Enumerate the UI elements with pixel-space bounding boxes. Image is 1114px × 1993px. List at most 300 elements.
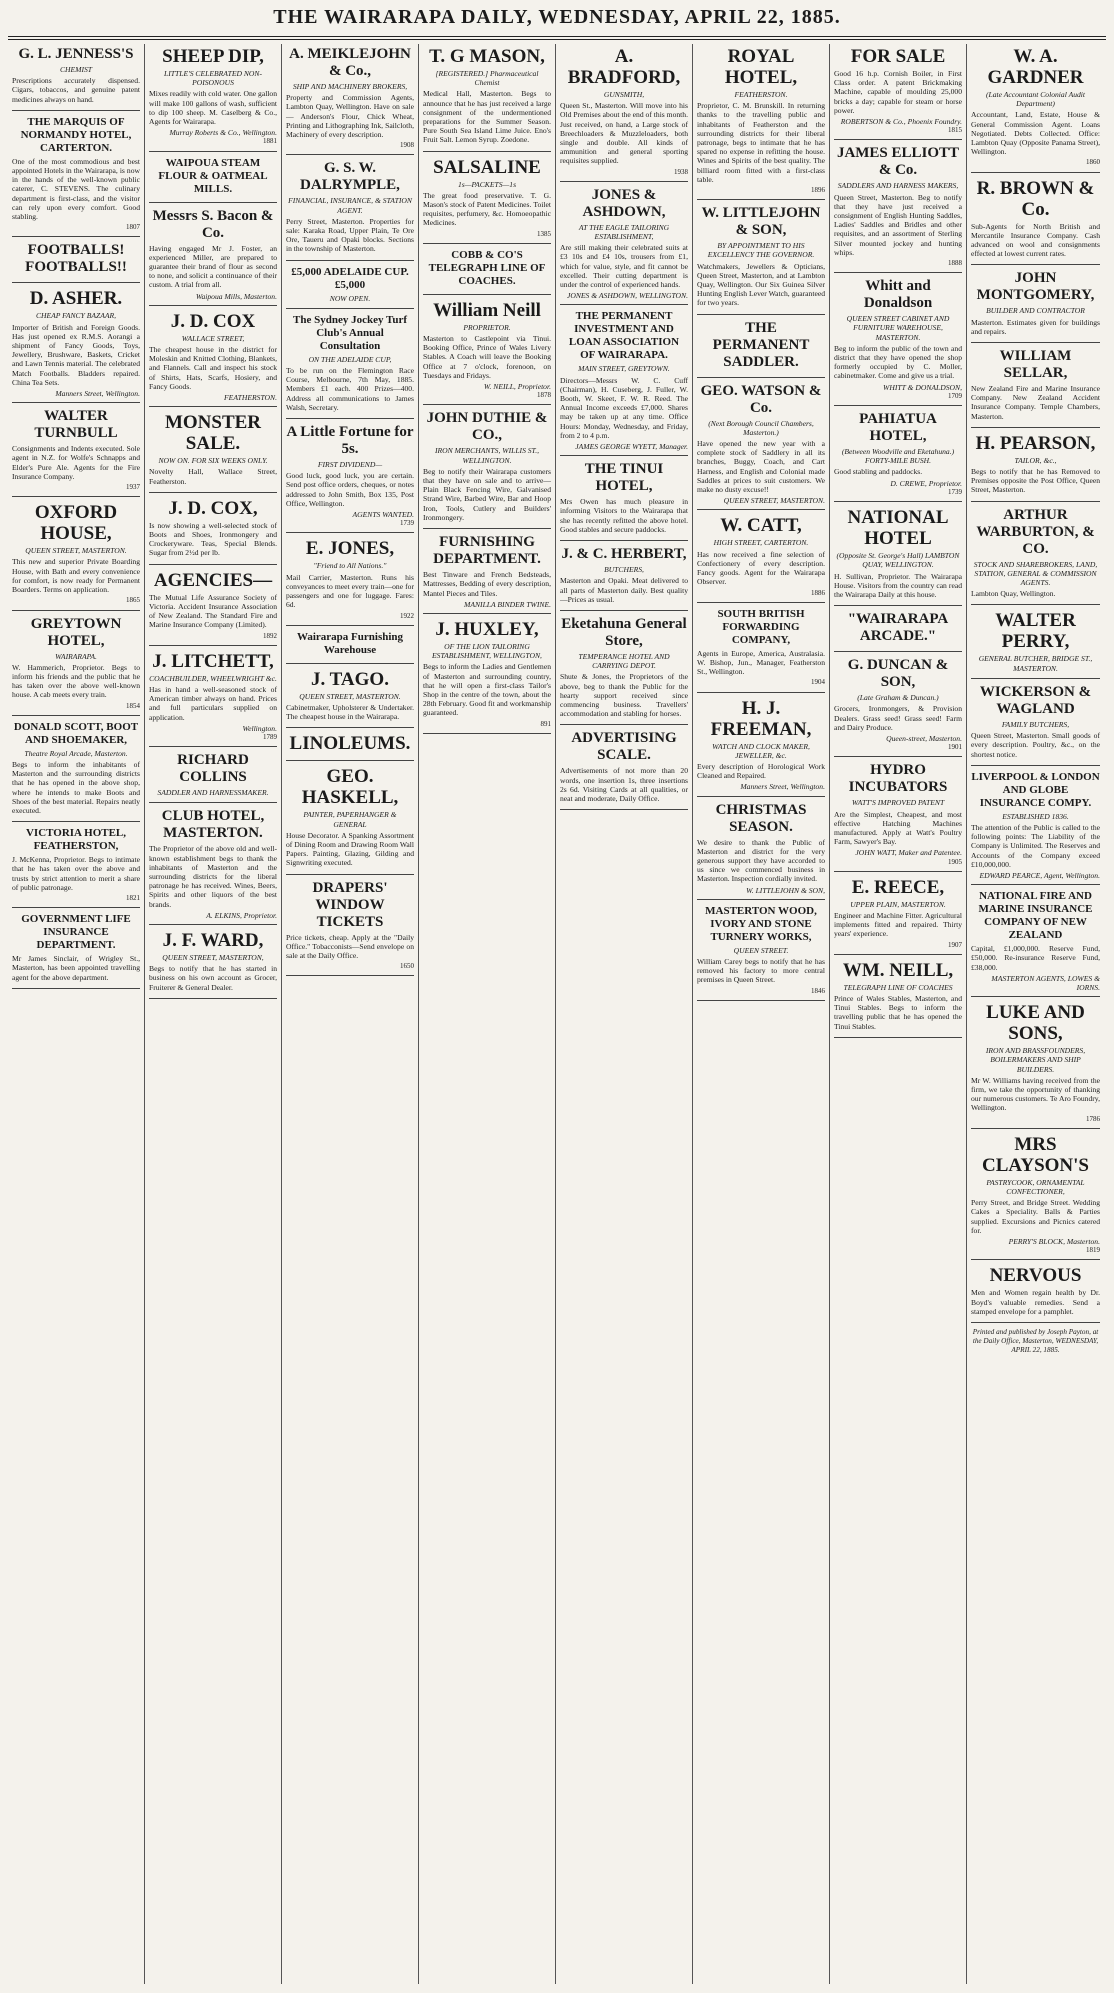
ad-body: The cheapest house in the district for Moleskin and Knitted Clothing, Blankets, and Flannels. Call and inspect his stock of Shirts, Hats, Scarfs, Hosiery, and Fancy Goods. (149, 345, 277, 391)
ad-body: Queen St., Masterton. Will move into his Old Premises about the end of this month. Just received, on hand, a Large stock of Breechloaders & Muzzleloaders, both single and double. All kinds of ammunition and general sporting requisites supplied. (560, 101, 688, 166)
ad-subheading: PAINTER, PAPERHANGER & GENERAL (303, 810, 397, 829)
ad-heading: Eketahuna General Store, (561, 615, 687, 649)
ad-heading: R. BROWN & Co. (976, 177, 1095, 220)
ad-heading: J. TAGO. (311, 668, 389, 690)
advertisement (12, 46, 140, 111)
ad-heading: HYDRO INCUBATORS (848, 762, 948, 796)
ad-subheading: ESTABLISHED 1836. (1002, 811, 1069, 821)
advertisement (971, 1265, 1100, 1323)
ad-subheading: SADDLERS AND HARNESS MAKERS, (837, 181, 959, 191)
ad-heading: WAIPOUA STEAM FLOUR & OATMEAL MILLS. (158, 156, 268, 195)
ad-number: 1878 (537, 391, 551, 400)
ad-heading: THE TINUI HOTEL, (584, 461, 664, 495)
ad-body: Advertisements of not more than 20 words, one insertion 1s, three insertions 2s 6d. Visiting Cards at all qualities, or neat and moderate, Daily Office. (560, 766, 688, 803)
ad-body: Lambton Quay, Wellington. (971, 589, 1056, 599)
advertisement (834, 762, 962, 871)
ad-subheading: QUEEN STREET, MASTERTON. (299, 691, 401, 701)
column-5 (556, 44, 693, 1984)
ad-body: Property and Commission Agents, Lambton Quay, Wellington. Have on sale— Anderson's Flour, Chick Wheat, Printing and Lithographing Ink, Sailcloth, Machinery of every description. (286, 93, 414, 140)
ad-number: 1385 (537, 229, 551, 238)
ad-number: 1908 (400, 141, 414, 150)
ad-signature: Manners Street, Wellington. (740, 782, 825, 792)
ad-body: William Carey begs to notify that he has removed his factory to more central premises in Queen Street. (697, 956, 825, 985)
advertisement (971, 178, 1100, 266)
ad-number: 1854 (126, 701, 140, 710)
ad-heading: Wairarapa Furnishing Warehouse (296, 630, 404, 656)
ad-body: The attention of the Public is called to the following points: The Liability of the Company is Unlimited. The Reserves and Accounts of the Company exceed £10,000,000. (971, 822, 1100, 869)
advertisement (149, 311, 277, 407)
ad-subheading: OF THE LION TAILORING ESTABLISHMENT, WELLINGTON, (432, 641, 542, 661)
ad-body: Men and Women regain health by Dr. Boyd's valuable remedies. Send a stamped envelope for a pamphlet. (971, 1288, 1100, 1316)
ad-subheading: SHIP AND MACHINERY BROKERS, (292, 82, 408, 91)
ad-heading: Messrs S. Bacon & Co. (152, 207, 274, 241)
advertisement (971, 1134, 1100, 1261)
advertisement (149, 570, 277, 646)
ad-heading: MRS CLAYSON'S (981, 1133, 1089, 1176)
ad-heading: G. L. JENNESS'S (18, 46, 134, 62)
advertisement (560, 730, 688, 810)
advertisement (697, 205, 825, 314)
ad-number: 1892 (263, 631, 277, 640)
ad-heading: DONALD SCOTT, BOOT AND SHOEMAKER, (13, 720, 139, 746)
ad-body: Mrs Owen has much pleasure in informing Visitors to the Wairarapa that she has recently refitted the above hotel. Good stables and secure paddocks. (560, 497, 688, 534)
advertisement (560, 546, 688, 611)
ad-heading: W. A. GARDNER (987, 46, 1084, 88)
ad-body: This new and superior Private Boarding House, with Bath and every convenience for comfort, is now ready for Permanent Boarders. Terms on application. (12, 557, 140, 595)
ad-number: 1881 (263, 137, 277, 146)
ad-heading: W. CATT, (720, 515, 802, 537)
advertisement (12, 242, 140, 283)
ad-number: 1905 (948, 857, 962, 866)
advertisement (697, 515, 825, 602)
ad-heading: JOHN DUTHIE & CO., (426, 410, 548, 444)
ad-heading: WM. NEILL, (842, 959, 954, 981)
ad-subheading: QUEEN STREET CABINET AND FURNITURE WAREHOUSE, MASTERTON. (846, 314, 950, 342)
ad-heading: SOUTH BRITISH FORWARDING COMPANY, (717, 607, 805, 646)
ad-subheading: (Opposite St. George's Hall) LAMBTON QUAY, WELLINGTON. (836, 551, 960, 570)
column-4 (419, 44, 556, 1984)
ad-number: 1904 (811, 678, 825, 687)
ad-heading: NERVOUS (989, 1265, 1082, 1287)
ad-subheading: CHEMIST (59, 65, 93, 74)
ad-body: One of the most commodious and best appointed Hotels in the Wairarapa, is now in the hands of the well-known public caterer, C. STEVENS. The culinary department is first-class, and the visitor can rely upon every comfort. Good stabling. (12, 156, 140, 222)
ad-heading: ROYAL HOTEL, (724, 46, 798, 88)
ad-subheading: FEATHERSTON. (734, 90, 788, 99)
ad-body: Accountant, Land, Estate, House & General Commission Agent. Loans Negotiated. Debts Collected. Office: Lambton Quay (Opposite Panama Street), Wellington. (971, 110, 1100, 157)
ad-signature: W. LITTLEJOHN & SON, (746, 885, 825, 895)
advertisement (423, 157, 551, 244)
ad-subheading: FIRST DIVIDEND— (317, 460, 383, 470)
advertisement (971, 890, 1100, 997)
ad-subheading: QUEEN STREET. (733, 945, 789, 955)
advertisement (12, 408, 140, 497)
ad-heading: H. PEARSON, (975, 432, 1096, 454)
advertisement (149, 498, 277, 565)
ad-body: Agents in Europe, America, Australasia. W. Bishop, Jun., Manager, Featherston St., Wellington. (697, 648, 825, 677)
ad-body: Sub-Agents for North British and Mercantile Insurance Company. Cash advanced on wool and consignments effected at lowest current rates. (971, 221, 1100, 259)
advertisement (149, 808, 277, 925)
ad-number: 1819 (1086, 1246, 1100, 1255)
ad-signature: W. NEILL, Proprietor. (483, 382, 551, 392)
ad-heading: A. BRADFORD, (567, 46, 681, 88)
masthead-title: THE WAIRARAPA DAILY, WEDNESDAY, APRIL 22, 1885. (273, 6, 841, 28)
ad-heading: THE PERMANENT SADDLER. (712, 319, 810, 370)
ad-subheading: IRON AND BRASSFOUNDERS, BOILERMAKERS AND SHIP BUILDERS. (985, 1046, 1086, 1074)
ad-body: House Decorator. A Spanking Assortment of Dining Room and Drawing Room Wall Papers. Painting, Glazing, Gilding and Signwriting executed. (286, 830, 414, 868)
column-6 (693, 44, 830, 1984)
advertisement (834, 960, 962, 1038)
ad-body: W. Hammerich, Proprietor. Begs to inform his friends and the public that he has taken over the above well-known house. A cab meets every train. (12, 662, 140, 700)
ad-heading: JONES & ASHDOWN, (582, 186, 666, 220)
ad-number: 1789 (263, 732, 277, 741)
advertisement (286, 880, 414, 977)
ad-body: Good 16 h.p. Cornish Boiler, in First Class order. A patent Brickmaking Machine, capable of moulding 25,000 bricks a day; capable for steam or horse power. (834, 69, 962, 115)
ad-heading: "WAIRARAPA ARCADE." (847, 611, 949, 645)
column-2 (145, 44, 282, 1984)
ad-heading: E. JONES, (305, 538, 395, 560)
advertisement (560, 461, 688, 541)
ad-signature: D. CREWE, Proprietor. (890, 478, 962, 488)
ad-body: Having engaged Mr J. Foster, an experienced Miller, are prepared to guarantee their brand of flour as second to none, and solicit a continuance of their custom. A trial from all. (149, 243, 277, 290)
ad-heading: GEO. HASKELL, (301, 766, 399, 809)
ad-signature: PERRY'S BLOCK, Masterton. (1008, 1236, 1100, 1246)
ad-body: Queen Street, Masterton. Beg to notify that they have just received a consignment of English Hunting Saddles, Ladies' Saddles and Bridles and other requisites, and an assortment of Sterling Silver mounted jockey and hunting whips. (834, 192, 962, 257)
ad-body: Begs to inform the inhabitants of Masterton and the surrounding districts that he has opened in the above shop, where he intends to make Boots and Shoes of the best material. Repairs neatly executed. (12, 759, 140, 815)
advertisement (423, 300, 551, 406)
ad-heading: W. LITTLEJOHN & SON, (701, 205, 821, 239)
ad-number: 1846 (811, 986, 825, 995)
ad-body: Best Tinware and French Bedsteads, Mattresses, Bedding of every description, Mantel Pieces and Tiles. (423, 570, 551, 598)
ad-subheading: UPPER PLAIN, MASTERTON. (850, 899, 946, 909)
ad-body: Queen Street, Masterton. Small goods of every description. Poultry, &c., on the shortest notice. (971, 731, 1100, 759)
ad-heading: THE PERMANENT INVESTMENT AND LOAN ASSOCIATION OF WAIRARAPA. (568, 310, 680, 362)
ad-heading: The Sydney Jockey Turf Club's Annual Consultation (293, 313, 407, 352)
ad-heading: WALTER PERRY, (995, 610, 1076, 653)
ad-subheading: (Late Graham & Duncan.) (857, 693, 939, 703)
ad-subheading: WAIRARAPA. (55, 651, 97, 661)
ad-body: The great food preservative. T. G. Mason's stock of Patent Medicines. Toilet requisites, perfumery, &c. Homoeopathic Medicines. (423, 190, 551, 228)
column-1 (8, 44, 145, 1984)
ad-body: Have opened the new year with a complete stock of Saddlery in all its branches, Buggy, Coach, and Cart Harness, and English and Colonial made Saddles at prices to suit customers. We make no dusty excuse!! (697, 439, 825, 495)
ad-heading: T. G MASON, (429, 46, 545, 67)
ad-signature: JONES & ASHDOWN, WELLINGTON. (566, 291, 688, 301)
ad-body: Perry Street, Masterton. Properties for sale: Karaka Road, Upper Plain, Te Ore Ore, Taueru and Opaki blocks. Sections in the township of Masterton. (286, 216, 414, 254)
advertisement (834, 657, 962, 757)
ad-heading: GOVERNMENT LIFE INSURANCE DEPARTMENT. (21, 913, 131, 952)
ad-heading: FOR SALE (850, 46, 946, 67)
ad-heading: G. S. W. DALRYMPLE, (300, 160, 400, 194)
ad-subheading: TELEGRAPH LINE OF COACHES (843, 982, 953, 992)
ad-heading: SALSALINE (433, 156, 541, 178)
ad-body: Consignments and Indents executed. Sole agent in N.Z. for Wolfe's Schnapps and Elder's Pure Ale. Agents for the Fire Insurance Company. (12, 444, 140, 481)
advertisement (12, 288, 140, 403)
ad-number: 1937 (126, 483, 140, 492)
ad-body: Beg to notify their Wairarapa customers that they have on sale and to arrive— Plain Black Fencing Wire, Galvanised Strand Wire, Barbed Wire, Bar and Hoop Iron, Tools, Cutlery and Builders' Ironmongery. (423, 466, 551, 522)
ad-signature: ROBERTSON & Co., Phoenix Foundry. (840, 117, 962, 127)
ad-heading: CHRISTMAS SEASON. (715, 801, 807, 835)
advertisement (149, 930, 277, 999)
ad-subheading: PASTRYCOOK, ORNAMENTAL CONFECTIONER, (986, 1177, 1085, 1196)
ad-number: 1709 (948, 391, 962, 400)
ad-subheading: 1s—PACKETS—1s (457, 179, 517, 189)
ad-signature: EDWARD PEARCE, Agent, Wellington. (979, 870, 1100, 880)
ad-body: Beg to inform the public of the town and district that they have opened the shop formerly occupied by C. Moller, cabinetmaker. Come and give us a trial. (834, 343, 962, 381)
advertisement (971, 348, 1100, 428)
advertisement (560, 310, 688, 456)
ad-signature: Manners Street, Wellington. (55, 389, 140, 399)
advertisement (12, 913, 140, 989)
advertisement (971, 771, 1100, 885)
ad-heading: J. HUXLEY, (435, 618, 539, 640)
ad-body: We desire to thank the Public of Masterton and district for the very generous support they have accorded to us since we commenced business in Masterton. Inspection cordially invited. (697, 837, 825, 884)
ad-number: 1807 (126, 223, 140, 232)
advertisement (149, 651, 277, 747)
advertisement (286, 266, 414, 309)
ad-heading: D. ASHER. (29, 288, 123, 310)
ad-body: Begs to inform the Ladies and Gentlemen of Masterton and surrounding country, that he will open a first-class Tailor's Shop in the centre of the town, about the 28th February. Good fit and workmanship guaranteed. (423, 662, 551, 718)
ad-number: 1901 (948, 743, 962, 752)
ad-body: Price tickets, cheap. Apply at the "Daily Office." Tobacconists—Send envelope on sale at the Daily Office. (286, 932, 414, 960)
advertisement (423, 249, 551, 295)
newspaper-columns (8, 44, 1106, 1984)
ad-subheading: "Friend to All Nations." (313, 561, 387, 571)
ad-body: Masterton and Opaki. Meat delivered to all parts of Masterton daily. Best quality—Prices as usual. (560, 576, 688, 604)
ad-body: Are the Simplest, Cheapest, and most effective Hatching Machines manufactured. Apply at Watt's Poultry Farm, Sawyer's Bay. (834, 809, 962, 847)
ad-body: Begs to notify that he has started in business on his own account as Grocer, Fruiterer & General Dealer. (149, 964, 277, 992)
ad-body: Every description of Horological Work Cleaned and Repaired. (697, 761, 825, 781)
advertisement (697, 802, 825, 900)
ad-number: 1739 (948, 487, 962, 496)
ad-signature: AGENTS WANTED. (352, 510, 414, 520)
ad-heading: ADVERTISING SCALE. (571, 730, 677, 764)
ad-body: Are still making their celebrated suits at £3 10s and £4 10s, trousers from £1, which for value, style, and fit cannot be excelled. Their cutting department is under the control of experienced hands. (560, 243, 688, 290)
advertisement (149, 46, 277, 152)
ad-signature: JOHN WATT, Maker and Patentee. (855, 848, 962, 858)
ad-heading: GREYTOWN HOTEL, (30, 615, 122, 649)
ad-body: Prince of Wales Stables, Masterton, and Tinui Stables. Begs to inform the travelling public that he has opened the Tinui Stables. (834, 993, 962, 1031)
advertisement (149, 412, 277, 493)
imprint-footer: Printed and published by Joseph Payton, at the Daily Office, Masterton, WEDNESDAY, APRIL 22, 1885. (972, 1328, 1099, 1355)
ad-signature: Queen-street, Masterton. (886, 733, 962, 743)
ad-heading: MONSTER SALE. (164, 412, 262, 455)
advertisement (697, 698, 825, 797)
ad-subheading: CHEAP FANCY BAZAAR, (35, 311, 117, 321)
advertisement (971, 684, 1100, 766)
ad-heading: JAMES ELLIOTT & Co. (836, 145, 960, 179)
ad-subheading: BUILDER AND CONTRACTOR (986, 306, 1085, 316)
ad-body: To be run on the Flemington Race Course, Melbourne, 7th May, 1885. Members £1 each. 400 Prizes—400. Address all communications to James Walsh, Secretary. (286, 366, 414, 412)
ad-body: Mr W. Williams having received from the firm, we take the opportunity of thanking our numerous customers. Te Aro Foundry, Wellington. (971, 1075, 1100, 1113)
ad-heading: WILLIAM SELLAR, (999, 348, 1072, 382)
ad-body: Good stabling and paddocks. (834, 467, 923, 477)
masthead-rule-bottom (8, 39, 1106, 40)
advertisement (834, 611, 962, 652)
advertisement (12, 721, 140, 822)
ad-number: 1815 (948, 126, 962, 135)
advertisement (12, 502, 140, 610)
ad-number: 1938 (674, 167, 688, 176)
ad-subheading: FAMILY BUTCHERS, (1001, 719, 1070, 729)
ad-body: Mr James Sinclair, of Wrigley St., Masterton, has been appointed travelling agent for the above department. (12, 954, 140, 982)
ad-number: 1907 (948, 940, 962, 949)
ad-heading: DRAPERS' WINDOW TICKETS (312, 879, 388, 930)
ad-signature: QUEEN STREET, MASTERTON. (723, 496, 825, 506)
ad-subheading: QUEEN STREET, MASTERTON. (25, 546, 127, 556)
ad-subheading: BUTCHERS, (604, 565, 644, 575)
column-7 (830, 44, 967, 1984)
ad-number: 1650 (400, 962, 414, 971)
ad-body: Perry Street, and Bridge Street. Wedding Cakes a Speciality. Balls & Parties supplied. Excursions and Picnics catered for. (971, 1198, 1100, 1235)
advertisement (560, 616, 688, 725)
ad-subheading: STOCK AND SHAREBROKERS, LAND, STATION, GENERAL & COMMISSION AGENTS. (973, 559, 1098, 588)
ad-heading: JOHN MONTGOMERY, (976, 270, 1095, 304)
advertisement (697, 46, 825, 200)
ad-body: Engineer and Machine Fitter. Agricultural implements fitted and repaired. Thirty years' experience. (834, 910, 962, 939)
advertisement (12, 827, 140, 908)
ad-number: 1739 (400, 519, 414, 528)
ad-heading: WALTER TURNBULL (34, 408, 118, 442)
advertisement (697, 608, 825, 693)
ad-heading: H. J. FREEMAN, (710, 697, 812, 740)
advertisement (971, 433, 1100, 502)
ad-subheading: ON THE ADELAIDE CUP, (308, 354, 392, 364)
ad-heading: COBB & CO'S TELEGRAPH LINE OF COACHES. (428, 248, 546, 287)
ad-body: Masterton to Castlepoint via Tinui. Booking Office, Prince of Wales Livery Stables. A Coach will leave the Booking Office at 7 o'clock, forenoon, on Tuesdays and Fridays. (423, 334, 551, 380)
masthead-rule-top (8, 36, 1106, 37)
ad-signature: A. ELKINS, Proprietor. (206, 910, 277, 920)
ad-body: The Proprietor of the above old and well-known establishment begs to thank the inhabitants of Masterton and the surrounding districts for the liberal patronage he has received. Wines, Beers, Spirits and other liquors of the best brands. (149, 844, 277, 909)
advertisement (423, 534, 551, 614)
advertisement (12, 116, 140, 238)
ad-heading: J. D. COX (170, 310, 256, 332)
advertisement (149, 157, 277, 203)
ad-heading: £5,000 ADELAIDE CUP. £5,000 (291, 265, 409, 291)
ad-subheading: WATT'S IMPROVED PATENT (851, 798, 945, 808)
ad-body: Is now showing a well-selected stock of Boots and Shoes, Ironmongery and Crockeryware. Teas, Special Blends. Sugar from 2½d per lb. (149, 520, 277, 558)
advertisement (423, 619, 551, 734)
ad-signature: JAMES GEORGE WYETT, Manager. (575, 442, 688, 452)
ad-subheading: HIGH STREET, CARTERTON. (713, 538, 809, 548)
ad-heading: CLUB HOTEL, MASTERTON. (161, 808, 265, 842)
ad-heading: E. REECE, (851, 876, 945, 898)
ad-subheading: [REGISTERED.] Pharmaceutical Chemist (435, 69, 539, 88)
ad-signature: MANILLA BINDER TWINE. (464, 599, 551, 609)
ad-subheading: IRON MERCHANTS, WILLIS ST., WELLINGTON. (434, 446, 540, 465)
ad-subheading: WATCH AND CLOCK MAKER, JEWELLER, &c. (712, 741, 810, 760)
ad-number: 1860 (1086, 158, 1100, 167)
ad-subheading: TEMPERANCE HOTEL AND CARRYING DEPOT. (578, 651, 670, 671)
column-3 (282, 44, 419, 1984)
advertisement (286, 733, 414, 761)
ad-number: 1922 (400, 611, 414, 620)
ad-body: Cabinetmaker, Upholsterer & Undertaker. The cheapest house in the Wairarapa. (286, 702, 414, 722)
ad-number: 1821 (126, 893, 140, 902)
ad-body: Has in hand a well-seasoned stock of American timber always on hand. Prices and full particulars supplied on application. (149, 684, 277, 722)
advertisement (834, 507, 962, 606)
ad-heading: LIVERPOOL & LONDON AND GLOBE INSURANCE COMPY. (971, 770, 1100, 809)
ad-number: 1786 (1086, 1114, 1100, 1123)
advertisement (286, 424, 414, 533)
ad-heading: MASTERTON WOOD, IVORY AND STONE TURNERY WORKS, (705, 904, 817, 943)
advertisement (971, 507, 1100, 606)
ad-body: Importer of British and Foreign Goods. Has just opened ex R.M.S. Aorangi a shipment of Fancy Goods, Toys, Jewellery, Brushware, Baskets, Cricket and Lawn Tennis material. The celebrated Match Footballs. Bladders repaired. China Tea Sets. (12, 322, 140, 387)
ad-body: Proprietor, C. M. Brunskill. In returning thanks to the travelling public and inhabitants of Featherston and the surrounding districts for their liberal patronage, begs to intimate that he has spared no expense in refitting the house. Wines and Spirits of the best quality. The billiard room fitted with a first-class table. (697, 101, 825, 184)
ad-subheading: NOW ON. FOR SIX WEEKS ONLY. (158, 456, 268, 466)
advertisement (286, 538, 414, 625)
ad-heading: J. LITCHETT, (152, 650, 274, 672)
ad-signature: Wellington. (242, 723, 277, 733)
ad-body: Grocers, Ironmongers, & Provision Dealers. Grass seed! Grass seed! Farm and Dairy Produce. (834, 704, 962, 732)
advertisement (149, 208, 277, 306)
ad-body: Directors—Messrs W. C. Cuff (Chairman), H. Cuseberg, J. Fuller, W. Booth, W. Skeet, F. W. R. Reed. The Annual Income exceeds £7,000. Shares may be taken up at any time. Office Hours: Monday, Wednesday, and Friday, from 2 to 4 p.m. (560, 375, 688, 440)
ad-body: Mail Carrier, Masterton. Runs his conveyances to meet every train—one for passengers and one for luggage. Fares: 6d. (286, 572, 414, 610)
advertisement (560, 187, 688, 306)
advertisement (423, 46, 551, 152)
ad-body: J. McKenna, Proprietor. Begs to intimate that he has taken over the above and trusts by strict attention to merit a share of public patronage. (12, 855, 140, 892)
ad-subheading: MAIN STREET, GREYTOWN. (578, 364, 670, 374)
ad-subheading: COACHBUILDER, WHEELWRIGHT &c. (149, 673, 277, 683)
column-8 (967, 44, 1104, 1984)
ad-subheading: SADDLER AND HARNESSMAKER. (157, 788, 269, 798)
ad-heading: A Little Fortune for 5s. (286, 424, 414, 458)
ad-signature: FEATHERSTON. (224, 393, 277, 403)
ad-heading: NATIONAL FIRE AND MARINE INSURANCE COMPANY OF NEW ZEALAND (978, 890, 1093, 942)
advertisement (423, 410, 551, 529)
ad-number: 1865 (126, 596, 140, 605)
advertisement (834, 145, 962, 273)
ad-subheading: LITTLE'S CELEBRATED NON-POISONOUS (164, 69, 262, 88)
ad-signature: MASTERTON AGENTS, LOWES & IORNS. (991, 973, 1100, 992)
ad-body: Shute & Jones, the Proprietors of the above, beg to thank the Public for the hearty support received since commencing business. Travellers' accommodation and stabling for horses. (560, 672, 688, 719)
ad-subheading: AT THE EAGLE TAILORING ESTABLISHMENT, (578, 222, 670, 242)
ad-subheading: FINANCIAL, INSURANCE, & STATION AGENT. (288, 196, 412, 215)
ad-body: Has now received a fine selection of Confectionery of every description. Fancy goods. Agent for the Wairarapa Observer. (697, 549, 825, 587)
ad-heading: A. MEIKLEJOHN & Co., (289, 46, 411, 79)
advertisement (971, 46, 1100, 173)
ad-heading: G. DUNCAN & SON, (847, 657, 949, 691)
ad-subheading: (Between Woodville and Eketahuna.) FORTY-MILE BUSH. (841, 447, 955, 466)
ad-heading: OXFORD HOUSE, (34, 502, 118, 545)
ad-heading: RICHARD COLLINS (177, 752, 249, 786)
advertisement (560, 46, 688, 182)
ad-heading: Whitt and Donaldson (863, 278, 933, 312)
ad-subheading: NOW OPEN. (329, 293, 371, 303)
ad-body: The Mutual Life Assurance Society of Victoria. Accident Insurance Association of New Zealand. The Standard Fire and Marine Insurance Company (Limited). (149, 592, 277, 630)
ad-body: Mixes readily with cold water. One gallon will make 100 gallons of wash, sufficient to dip 100 sheep. M. Caselberg & Co., Agents for Wairarapa. (149, 89, 278, 127)
ad-number: 891 (540, 719, 551, 728)
advertisement (286, 46, 414, 155)
ad-body: Capital, £1,000,000. Reserve Fund, £50,000. Re-insurance Reserve Fund, £38,000. (971, 944, 1100, 972)
ad-subheading: TAILOR, &c., (1014, 455, 1057, 465)
advertisement (286, 631, 414, 664)
ad-body: H. Sullivan, Proprietor. The Wairarapa House. Visitors from the country can read the Wairarapa Daily at this house. (834, 571, 962, 599)
ad-signature: Murray Roberts & Co., Wellington. (169, 128, 277, 138)
ad-subheading: WALLACE STREET, (181, 333, 245, 343)
ad-signature: WHITT & DONALDSON, (883, 382, 962, 392)
ad-heading: William Neill (433, 299, 541, 321)
ad-number: 1896 (811, 186, 825, 195)
ad-number: 1888 (948, 259, 962, 268)
advertisement (834, 46, 962, 140)
ad-heading: SHEEP DIP, (162, 46, 264, 67)
ad-subheading: BY APPOINTMENT TO HIS EXCELLENCY THE GOVERNOR. (707, 241, 815, 260)
ad-body: Good luck, good luck, you are certain. Send post office orders, cheques, or notes addressed to John Smith, Box 135, Post Office, Wellington. (286, 471, 414, 508)
advertisement (697, 383, 825, 511)
ad-heading: FOOTBALLS! FOOTBALLS!! (25, 242, 127, 276)
advertisement (697, 320, 825, 378)
advertisement (286, 314, 414, 419)
advertisement (834, 278, 962, 406)
